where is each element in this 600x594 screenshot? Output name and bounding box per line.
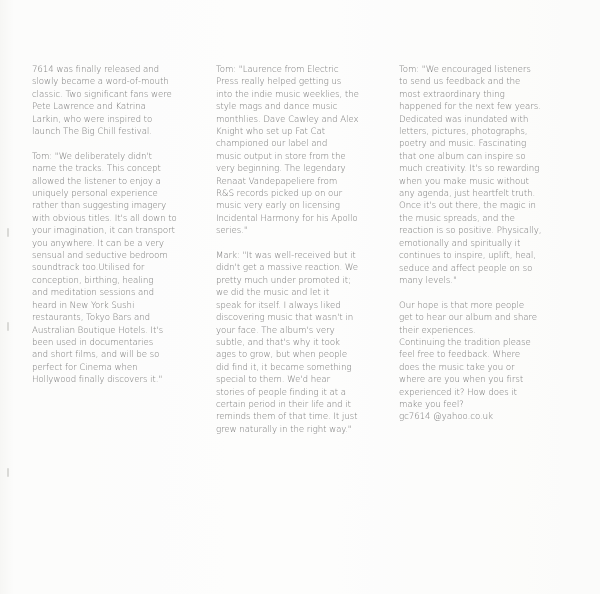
text-column-right bbox=[399, 64, 551, 424]
text-column-middle bbox=[216, 64, 368, 436]
paragraph-share-hope: Our hope is that more people get to hear our album and share their experiences. bbox=[399, 300, 537, 336]
staple-mark bbox=[7, 468, 9, 477]
paragraph-release-history: 7614 was finally released and slowly became a word-of-mouth classic. Two significant fans were Pete Lawrence and Katrina Larkin, who were inspired to launch The Big Chill festival. bbox=[32, 65, 172, 138]
staple-mark bbox=[7, 228, 9, 237]
text-column-left bbox=[32, 64, 182, 387]
paragraph-feedback-invitation: Continuing the tradition please feel free to feedback. Where does the music take you or where are you when you first experienced it? How does it make you feel? bbox=[399, 337, 531, 410]
paragraph-untitled-tracks-quote: Tom: "We deliberately didn't name the tracks. This concept allowed the listener to enjoy a uniquely personal experience rather than suggesting imagery with obvious titles. It's all down to your imagination, it can transport you anywhere. It can be a very sensual and seductive bedroom soundtrack too.Utilised for conception, birthing, healing and meditation sessions and heard in New York Sushi restaurants, Tokyo Bars and Australian Boutique Hotels. It's been used in documentaries and short films, and will be so perfect for Cinema when Hollywood finally discovers it." bbox=[32, 151, 177, 386]
paragraph-feedback-quote: Tom: "We encouraged listeners to send us feedback and the most extraordinary thing happened for the next few years. Dedicated was inundated with letters, pictures, photographs, poetry and music. Fascinating that one album can inspire so much creativity. It's so rewarding when you make music without any agenda, just heartfelt truth. Once it's out there, the magic in the music spreads, and the reaction is so positive. Physically, emotionally and spiritually it continues to inspire, uplift, heal, seduce and affect people on so many levels." bbox=[399, 65, 542, 286]
staple-mark bbox=[7, 322, 9, 331]
paragraph-reception-quote: Mark: "It was well-received but it didn't get a massive reaction. We pretty much under promoted it; we did the music and let it speak for itself. I always liked discovering music that wasn't in your face. The album's very subtle, and that's why it took ages to grow, but when people did find it, it became something special to them. We'd hear stories of people finding it at a certain period in their life and it reminds them of that time. It just grew naturally in the right way." bbox=[216, 251, 359, 435]
paragraph-press-support-quote: Tom: "Laurence from Electric Press really helped getting us into the indie music weeklies, the style mags and dance music monthlies. Dave Cawley and Alex Knight who set up Fat Cat championed our label and music output in store from the very beginning. The legendary Renaat Vandepapeliere from R&S records picked up on our music very early on licensing Incidental Harmony for his Apollo series." bbox=[216, 65, 359, 237]
contact-email: gc7614 @yahoo.co.uk bbox=[399, 412, 494, 423]
